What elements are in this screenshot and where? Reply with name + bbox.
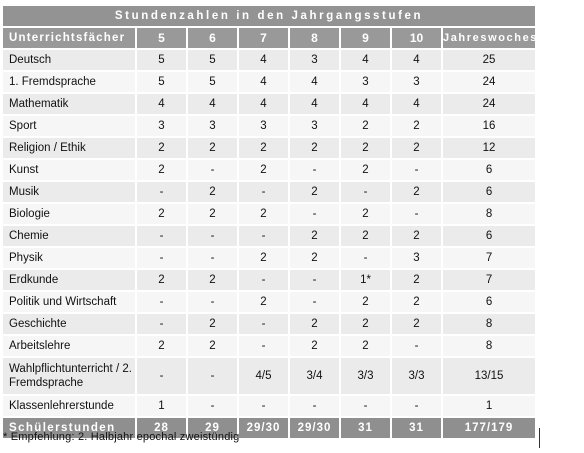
header-total: Jahreswochestunden xyxy=(443,28,537,50)
total-cell: 1 xyxy=(443,396,537,418)
grade-cell: 2 xyxy=(239,138,290,160)
grade-cell: - xyxy=(290,292,341,314)
header-grade: 8 xyxy=(290,28,341,50)
header-grade: 10 xyxy=(392,28,443,50)
grade-cell: 2 xyxy=(137,138,188,160)
table-row xyxy=(3,358,537,396)
schedule-table-container xyxy=(3,6,584,440)
grade-cell: 2 xyxy=(392,314,443,336)
grade-cell: 4 xyxy=(188,94,239,116)
grade-cell: - xyxy=(137,314,188,336)
grade-cell: 3 xyxy=(341,72,392,94)
grade-cell: 4 xyxy=(392,50,443,72)
grade-cell: 2 xyxy=(341,292,392,314)
table-body xyxy=(3,50,537,418)
table-row xyxy=(3,292,537,314)
grade-cell: 2 xyxy=(341,160,392,182)
grade-cell: 4 xyxy=(290,94,341,116)
table-row xyxy=(3,116,537,138)
grade-cell: 3/4 xyxy=(290,358,341,396)
total-cell: 6 xyxy=(443,182,537,204)
grade-cell: - xyxy=(239,182,290,204)
total-cell: 8 xyxy=(443,204,537,226)
grade-cell: - xyxy=(137,248,188,270)
grade-cell: - xyxy=(392,396,443,418)
grade-cell: - xyxy=(341,248,392,270)
grade-cell: - xyxy=(239,270,290,292)
subject-cell: Biologie xyxy=(3,204,137,226)
grade-cell: 2 xyxy=(290,138,341,160)
grade-cell: 4 xyxy=(341,94,392,116)
grade-cell: 2 xyxy=(137,204,188,226)
subject-cell: Deutsch xyxy=(3,50,137,72)
footer-value: 31 xyxy=(341,418,392,440)
subject-cell: Chemie xyxy=(3,226,137,248)
grade-cell: 2 xyxy=(392,226,443,248)
grade-cell: 2 xyxy=(188,204,239,226)
grade-cell: 2 xyxy=(239,292,290,314)
subject-cell: Physik xyxy=(3,248,137,270)
grade-cell: - xyxy=(341,396,392,418)
total-cell: 6 xyxy=(443,292,537,314)
grade-cell: - xyxy=(239,396,290,418)
table-row xyxy=(3,314,537,336)
footer-subject: Schülerstunden xyxy=(3,418,137,440)
table-row xyxy=(3,160,537,182)
grade-cell: - xyxy=(188,292,239,314)
footer-total: 177/179 xyxy=(443,418,537,440)
table-row xyxy=(3,138,537,160)
grade-cell: 2 xyxy=(188,138,239,160)
grade-cell: 3 xyxy=(392,72,443,94)
grade-cell: 3 xyxy=(392,248,443,270)
grade-cell: 2 xyxy=(341,138,392,160)
total-cell: 6 xyxy=(443,160,537,182)
grade-cell: 2 xyxy=(290,336,341,358)
grade-cell: 3 xyxy=(239,116,290,138)
grade-cell: - xyxy=(341,182,392,204)
grade-cell: 2 xyxy=(188,336,239,358)
total-cell: 12 xyxy=(443,138,537,160)
grade-cell: - xyxy=(137,358,188,396)
subject-cell: Kunst xyxy=(3,160,137,182)
grade-cell: 2 xyxy=(392,138,443,160)
grade-cell: 2 xyxy=(188,270,239,292)
header-grade: 5 xyxy=(137,28,188,50)
grade-cell: 2 xyxy=(392,292,443,314)
header-grade: 6 xyxy=(188,28,239,50)
grade-cell: - xyxy=(137,226,188,248)
total-cell: 7 xyxy=(443,248,537,270)
grade-cell: 2 xyxy=(137,160,188,182)
grade-cell: 2 xyxy=(137,336,188,358)
grade-cell: - xyxy=(290,160,341,182)
grade-cell: 4 xyxy=(290,72,341,94)
grade-cell: 2 xyxy=(341,314,392,336)
subject-cell: Musik xyxy=(3,182,137,204)
total-cell: 8 xyxy=(443,314,537,336)
grade-cell: - xyxy=(188,248,239,270)
grade-cell: - xyxy=(188,358,239,396)
table-row xyxy=(3,248,537,270)
header-row xyxy=(3,28,537,50)
grade-cell: 2 xyxy=(290,182,341,204)
footer-value: 29 xyxy=(188,418,239,440)
grade-cell: 2 xyxy=(188,182,239,204)
table-row xyxy=(3,226,537,248)
grade-cell: 2 xyxy=(341,204,392,226)
header-subject: Unterrichtsfächer xyxy=(3,28,137,50)
grade-cell: - xyxy=(290,396,341,418)
grade-cell: 4/5 xyxy=(239,358,290,396)
grade-cell: 2 xyxy=(290,226,341,248)
grade-cell: 2 xyxy=(290,314,341,336)
subject-cell: Erdkunde xyxy=(3,270,137,292)
grade-cell: - xyxy=(137,292,188,314)
grade-cell: 2 xyxy=(290,248,341,270)
subject-cell: Mathematik xyxy=(3,94,137,116)
header-grade: 9 xyxy=(341,28,392,50)
schedule-table xyxy=(3,6,584,440)
table-row xyxy=(3,50,537,72)
text-cursor xyxy=(539,428,540,448)
grade-cell: 2 xyxy=(341,226,392,248)
grade-cell: 1* xyxy=(341,270,392,292)
grade-cell: 3 xyxy=(290,116,341,138)
grade-cell: - xyxy=(392,204,443,226)
grade-cell: 1 xyxy=(137,396,188,418)
total-cell: 7 xyxy=(443,270,537,292)
table-row xyxy=(3,182,537,204)
grade-cell: 3 xyxy=(137,116,188,138)
grade-cell: 2 xyxy=(239,204,290,226)
grade-cell: 5 xyxy=(137,72,188,94)
table-row xyxy=(3,204,537,226)
grade-cell: - xyxy=(239,226,290,248)
grade-cell: - xyxy=(239,336,290,358)
grade-cell: 4 xyxy=(341,50,392,72)
table-title: Stundenzahlen in den Jahrgangsstufen xyxy=(3,6,537,28)
grade-cell: 5 xyxy=(188,72,239,94)
grade-cell: 2 xyxy=(392,182,443,204)
subject-cell: Religion / Ethik xyxy=(3,138,137,160)
total-cell: 8 xyxy=(443,336,537,358)
subject-cell: Klassenlehrerstunde xyxy=(3,396,137,418)
total-cell: 24 xyxy=(443,94,537,116)
grade-cell: 3 xyxy=(290,50,341,72)
footnote: * Empfehlung: 2. Halbjahr epochal zweistündig xyxy=(3,431,240,443)
grade-cell: 3 xyxy=(188,116,239,138)
total-cell: 25 xyxy=(443,50,537,72)
grade-cell: 2 xyxy=(341,336,392,358)
total-cell: 24 xyxy=(443,72,537,94)
footer-value: 29/30 xyxy=(290,418,341,440)
table-row xyxy=(3,94,537,116)
grade-cell: 4 xyxy=(137,94,188,116)
grade-cell: 5 xyxy=(188,50,239,72)
grade-cell: 2 xyxy=(239,248,290,270)
grade-cell: - xyxy=(392,336,443,358)
grade-cell: 3/3 xyxy=(392,358,443,396)
total-cell: 13/15 xyxy=(443,358,537,396)
grade-cell: - xyxy=(188,226,239,248)
grade-cell: 4 xyxy=(239,50,290,72)
subject-cell: 1. Fremdsprache xyxy=(3,72,137,94)
grade-cell: 4 xyxy=(239,72,290,94)
header-grade: 7 xyxy=(239,28,290,50)
table-row xyxy=(3,270,537,292)
grade-cell: 2 xyxy=(392,116,443,138)
grade-cell: 5 xyxy=(137,50,188,72)
grade-cell: 4 xyxy=(239,94,290,116)
subject-cell: Arbeitslehre xyxy=(3,336,137,358)
grade-cell: 2 xyxy=(137,270,188,292)
table-row xyxy=(3,72,537,94)
grade-cell: - xyxy=(188,396,239,418)
grade-cell: - xyxy=(137,182,188,204)
footer-value: 28 xyxy=(137,418,188,440)
total-cell: 6 xyxy=(443,226,537,248)
grade-cell: - xyxy=(188,160,239,182)
grade-cell: - xyxy=(290,204,341,226)
grade-cell: 2 xyxy=(239,160,290,182)
grade-cell: - xyxy=(392,160,443,182)
subject-cell: Sport xyxy=(3,116,137,138)
table-row xyxy=(3,396,537,418)
grade-cell: 2 xyxy=(392,270,443,292)
grade-cell: - xyxy=(239,314,290,336)
subject-cell: Geschichte xyxy=(3,314,137,336)
total-cell: 16 xyxy=(443,116,537,138)
table-row xyxy=(3,336,537,358)
subject-cell: Wahlpflichtunterricht / 2. Fremdsprache xyxy=(3,358,137,396)
footer-value: 29/30 xyxy=(239,418,290,440)
grade-cell: - xyxy=(290,270,341,292)
grade-cell: 3/3 xyxy=(341,358,392,396)
footer-value: 31 xyxy=(392,418,443,440)
grade-cell: 4 xyxy=(392,94,443,116)
grade-cell: 2 xyxy=(341,116,392,138)
grade-cell: 2 xyxy=(188,314,239,336)
subject-cell: Politik und Wirtschaft xyxy=(3,292,137,314)
